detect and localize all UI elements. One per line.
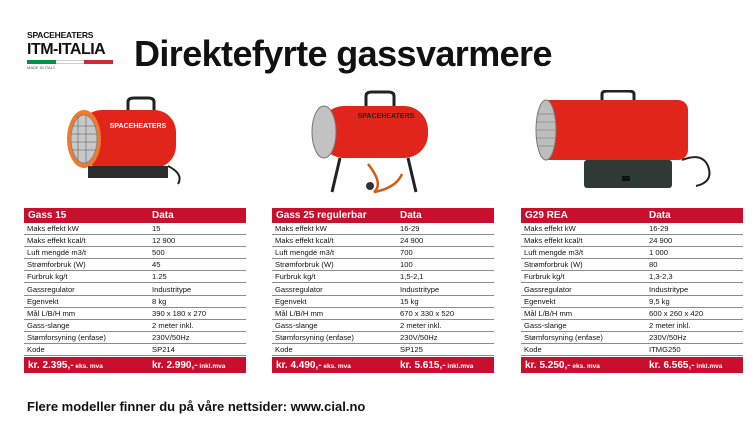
product-name: Gass 15: [28, 210, 67, 221]
price-ex-suffix: eks. mva: [321, 362, 351, 370]
spec-value: 670 x 330 x 520: [400, 308, 455, 318]
spec-row: [272, 247, 494, 259]
spec-row: [24, 247, 246, 259]
price-inc-amount: kr. 5.615,-: [400, 359, 446, 371]
spec-row: [24, 259, 246, 271]
heater-image-g29rea: [532, 90, 722, 200]
spec-value: SP214: [152, 344, 175, 354]
price-ex-amount: kr. 2.395,-: [28, 359, 74, 371]
spec-value: 12 900: [152, 236, 176, 246]
spec-label: Stømforsyning (enfase): [27, 332, 106, 342]
spec-label: Kode: [27, 344, 45, 354]
data-column-header: Data: [400, 210, 422, 221]
spec-value: 24 900: [400, 236, 424, 246]
spec-label: Furbruk kg/t: [275, 272, 316, 282]
product-name: Gass 25 regulerbar: [276, 210, 367, 221]
brand-logo: [27, 30, 119, 74]
spec-label: Luft mengde m3/t: [275, 248, 335, 258]
spec-row: [272, 344, 494, 356]
spec-value: 16-29: [400, 224, 420, 234]
price-ex-suffix: eks. mva: [570, 362, 600, 370]
price-inc-suffix: inkl.mva: [694, 362, 723, 370]
spec-label: Egenvekt: [524, 296, 556, 306]
spec-value: 230V/50Hz: [400, 332, 438, 342]
spec-row: [272, 271, 494, 283]
spec-value: Industritype: [400, 284, 440, 294]
spec-label: Egenvekt: [27, 296, 59, 306]
product-card-gass25: [272, 208, 494, 373]
heater-brand-label: SPACEHEATERS: [109, 123, 167, 130]
spec-value: 100: [400, 260, 413, 270]
spec-row: [24, 344, 246, 356]
spec-value: 16-29: [649, 224, 669, 234]
product-card-header: [24, 208, 246, 223]
spec-value: 15: [152, 224, 161, 234]
spec-value: 500: [152, 248, 165, 258]
product-name: G29 REA: [525, 210, 568, 221]
price-ex-suffix: eks. mva: [73, 362, 103, 370]
spec-label: Gass-slange: [275, 320, 318, 330]
spec-label: Maks effekt kcal/t: [524, 236, 583, 246]
spec-row: [272, 283, 494, 295]
spec-row: [272, 259, 494, 271]
spec-row: [24, 283, 246, 295]
price-inc-suffix: inkl.mva: [197, 362, 226, 370]
spec-row: [521, 259, 743, 271]
price-ex-amount: kr. 5.250,-: [525, 359, 571, 371]
price-ex-amount: kr. 4.490,-: [276, 359, 322, 371]
spec-row: [24, 235, 246, 247]
spec-row: [24, 332, 246, 344]
spec-row: [272, 235, 494, 247]
spec-value: 9,5 kg: [649, 296, 670, 306]
price-ex-vat: [521, 360, 645, 371]
spec-label: Stømforsyning (enfase): [275, 332, 354, 342]
spec-row: [272, 308, 494, 320]
logo-brand-sub: MADE IN ITALY: [27, 65, 56, 70]
spec-value: 15 kg: [400, 296, 419, 306]
product-card-header: [272, 208, 494, 223]
spec-row: [272, 332, 494, 344]
spec-label: Maks effekt kW: [27, 224, 79, 234]
spec-label: Kode: [275, 344, 293, 354]
price-bar: [272, 357, 494, 373]
price-inc-vat: [645, 360, 722, 371]
spec-value: Industritype: [649, 284, 689, 294]
price-ex-vat: [272, 360, 396, 371]
spec-label: Gass-slange: [524, 320, 567, 330]
spec-row: [24, 308, 246, 320]
spec-row: [521, 283, 743, 295]
spec-value: 1,3-2,3: [649, 272, 673, 282]
spec-label: Strømforbruk (W): [275, 260, 334, 270]
spec-row: [521, 296, 743, 308]
price-inc-vat: [396, 360, 473, 371]
spec-row: [24, 320, 246, 332]
spec-value: 2 meter inkl.: [649, 320, 691, 330]
spec-value: 1,5-2,1: [400, 272, 424, 282]
product-card-header: [521, 208, 743, 223]
price-inc-amount: kr. 2.990,-: [152, 359, 198, 371]
spec-label: Maks effekt kW: [275, 224, 327, 234]
price-inc-vat: [148, 360, 225, 371]
spec-label: Stømforsyning (enfase): [524, 332, 603, 342]
spec-row: [521, 247, 743, 259]
price-bar: [24, 357, 246, 373]
spec-value: 2 meter inkl.: [400, 320, 442, 330]
product-card-gass15: [24, 208, 246, 373]
spec-value: 1 000: [649, 248, 669, 258]
spec-value: 230V/50Hz: [152, 332, 190, 342]
spec-label: Furbruk kg/t: [27, 272, 68, 282]
heater-image-gass15: [58, 96, 188, 188]
spec-value: 45: [152, 260, 161, 270]
spec-label: Kode: [524, 344, 542, 354]
product-card-g29rea: [521, 208, 743, 373]
page-title: Direktefyrte gassvarmere: [134, 33, 552, 74]
spec-value: 390 x 180 x 270: [152, 308, 207, 318]
spec-label: Maks effekt kcal/t: [275, 236, 334, 246]
spec-label: Gassregulator: [27, 284, 75, 294]
spec-label: Maks effekt kW: [524, 224, 576, 234]
spec-value: 24 900: [649, 236, 673, 246]
spec-value: 1.25: [152, 272, 167, 282]
spec-row: [521, 320, 743, 332]
spec-row: [24, 271, 246, 283]
spec-value: ITMG250: [649, 344, 681, 354]
data-column-header: Data: [152, 210, 174, 221]
spec-row: [521, 344, 743, 356]
spec-label: Gassregulator: [524, 284, 572, 294]
spec-label: Mål L/B/H mm: [27, 308, 76, 318]
price-bar: [521, 357, 743, 373]
spec-label: Strømforbruk (W): [524, 260, 583, 270]
spec-value: 2 meter inkl.: [152, 320, 194, 330]
spec-label: Luft mengde m3/t: [27, 248, 87, 258]
spec-value: 600 x 260 x 420: [649, 308, 704, 318]
spec-row: [521, 308, 743, 320]
logo-brand-main: ITM-ITALIA: [27, 41, 106, 58]
spec-row: [521, 332, 743, 344]
spec-label: Luft mengde m3/t: [524, 248, 584, 258]
spec-label: Gassregulator: [275, 284, 323, 294]
spec-row: [24, 296, 246, 308]
spec-label: Mål L/B/H mm: [524, 308, 573, 318]
logo-brand-top: SPACEHEATERS: [27, 30, 94, 40]
spec-value: 80: [649, 260, 658, 270]
spec-row: [521, 271, 743, 283]
spec-value: 230V/50Hz: [649, 332, 687, 342]
spec-row: [272, 296, 494, 308]
heater-brand-label: SPACEHEATERS: [357, 113, 415, 120]
price-inc-suffix: inkl.mva: [445, 362, 474, 370]
spec-row: [272, 320, 494, 332]
spec-label: Mål L/B/H mm: [275, 308, 324, 318]
spec-label: Strømforbruk (W): [27, 260, 86, 270]
spec-row: [24, 223, 246, 235]
heater-image-gass25: [304, 88, 442, 200]
spec-value: 700: [400, 248, 413, 258]
footer-website-note: Flere modeller finner du på våre nettsider: www.cial.no: [27, 399, 366, 414]
data-column-header: Data: [649, 210, 671, 221]
spec-value: 8 kg: [152, 296, 167, 306]
spec-value: SP125: [400, 344, 423, 354]
spec-row: [521, 223, 743, 235]
price-ex-vat: [24, 360, 148, 371]
price-inc-amount: kr. 6.565,-: [649, 359, 695, 371]
spec-label: Maks effekt kcal/t: [27, 236, 86, 246]
spec-row: [272, 223, 494, 235]
spec-value: Industritype: [152, 284, 192, 294]
spec-label: Egenvekt: [275, 296, 307, 306]
spec-label: Gass-slange: [27, 320, 70, 330]
italian-flag-stripe: [27, 60, 113, 64]
spec-row: [521, 235, 743, 247]
spec-label: Furbruk kg/t: [524, 272, 565, 282]
